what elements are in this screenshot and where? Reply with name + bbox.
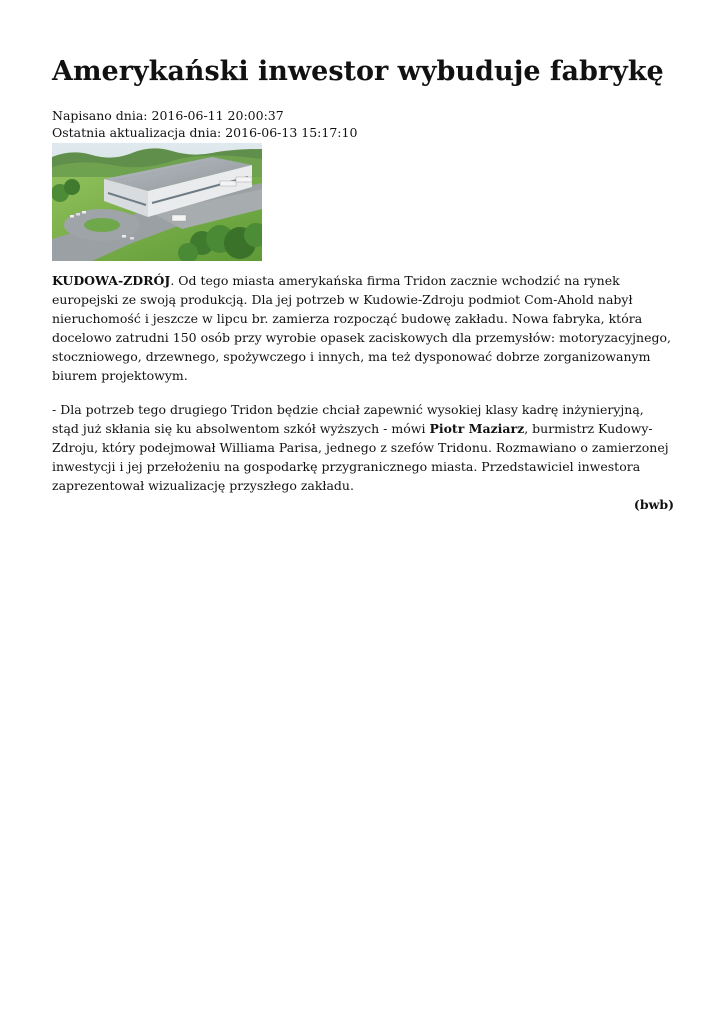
paragraph-1-text: . Od tego miasta amerykańska firma Tridon zacznie wchodzić na rynek europejski ze swoją produkcją. Dla jej potrzeb w Kudowie-Zdroju podmiot Com-Ahold nabył nieruchomość i jeszcze w lipcu br. zamierza rozpocząć budowę zakładu. Nowa fabryka, która docelowo zatrudni 150 osób przy wyrobie opasek zaciskowych dla przemysłów: motoryzacyjnego, stoczniowego, drzewnego, spożywczego i innych, ma też dysponować dobrze zorganizowanym biurem projektowym. — [52, 273, 672, 383]
updated-date-line — [52, 124, 674, 141]
written-label: Napisano dnia: — [52, 108, 148, 123]
paragraph-1 — [52, 271, 674, 385]
factory-visualization-image — [52, 143, 262, 261]
paragraph-2-before: - Dla potrzeb tego drugiego Tridon będzie chciał zapewnić wysokiej klasy kadrę inżynieryjną, stąd już skłania się ku absolwentom szkół wyższych - mówi — [52, 402, 644, 436]
quoted-person: Piotr Maziarz — [429, 421, 525, 436]
dateline: KUDOWA-ZDRÓJ — [52, 273, 171, 288]
author-signature: (bwb) — [633, 497, 674, 512]
paragraph-2-after: , burmistrz Kudowy-Zdroju, który podejmował Williama Parisa, jednego z szefów Tridonu. Rozmawiano o zamierzonej inwestycji i jej przełożeniu na gospodarkę przygranicznego miasta. Przedstawiciel inwestora zaprezentował wizualizację przyszłego zakładu. — [52, 421, 669, 493]
paragraph-2 — [52, 400, 674, 495]
article-meta — [52, 107, 674, 141]
article — [52, 52, 674, 514]
written-date: 2016-06-11 20:00:37 — [151, 108, 284, 123]
updated-date: 2016-06-13 15:17:10 — [225, 125, 358, 140]
written-date-line — [52, 107, 674, 124]
article-body — [52, 271, 674, 495]
updated-label: Ostatnia aktualizacja dnia: — [52, 125, 222, 140]
article-title: Amerykański inwestor wybuduje fabrykę — [52, 56, 664, 87]
